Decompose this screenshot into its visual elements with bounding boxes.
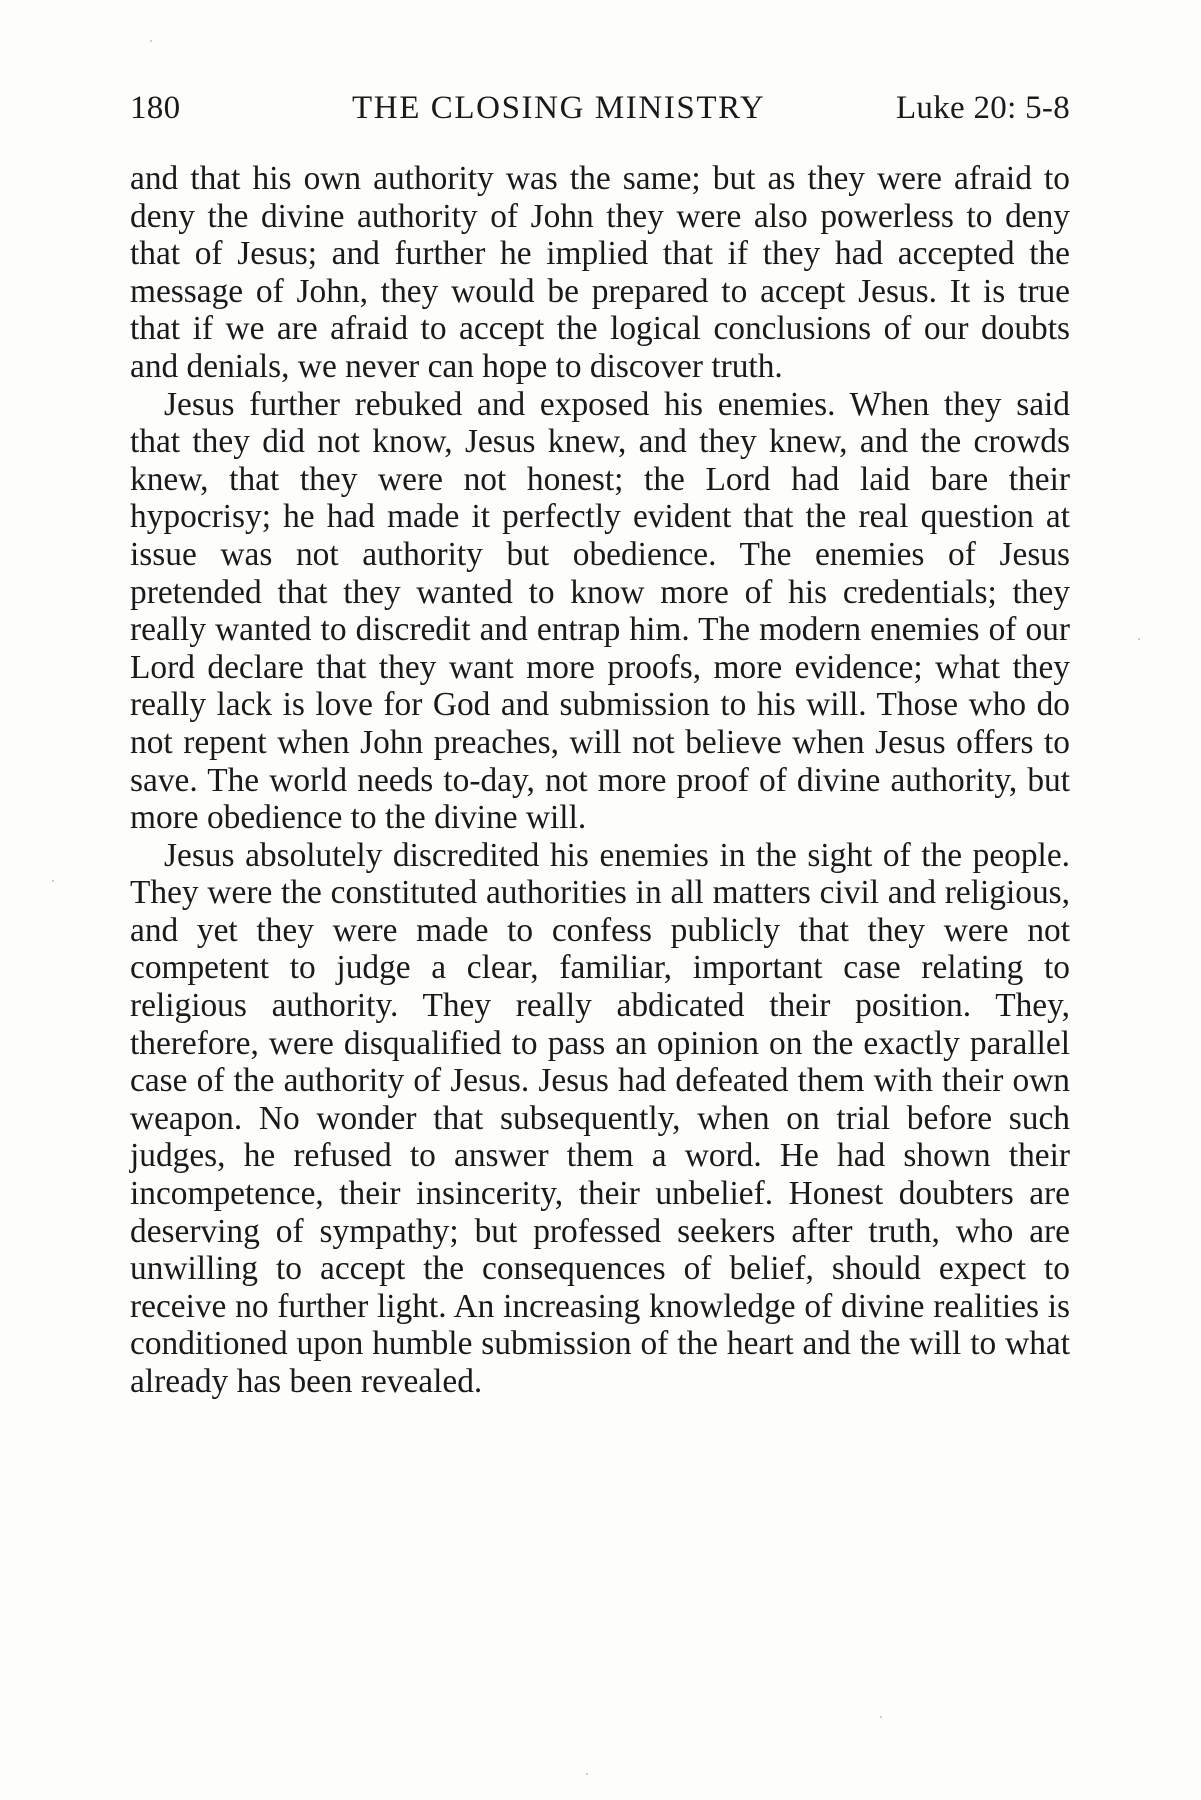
paragraph-1: and that his own authority was the same; but as they were afraid to deny the divine authority of John they were also powerless to deny that of Jesus; and further he implied that if they had accepted the message of John, they would be prepared to accept Jesus. It is true that if we are afraid to accept the logical conclusions of our doubts and denials, we never can hope to discover truth. (130, 160, 1070, 385)
paper-speck (586, 1773, 588, 1775)
paper-speck (150, 40, 152, 42)
paragraph-3: Jesus absolutely discredited his enemies in the sight of the people. They were the constituted authorities in all matters civil and religious, and yet they were made to confess publicly that they were not competent to judge a clear, familiar, important case relating to religious authority. They really abdicated their position. They, therefore, were disqualified to pass an opinion on the exactly parallel case of the authority of Jesus. Jesus had defeated them with their own weapon. No wonder that subsequently, when on trial before such judges, he refused to answer them a word. He had shown their incompetence, their insincerity, their unbelief. Honest doubters are deserving of sympathy; but professed seekers after truth, who are unwilling to accept the consequences of belief, should expect to receive no further light. An increasing knowledge of divine realities is conditioned upon humble submission of the heart and the will to what already has been revealed. (130, 836, 1070, 1400)
running-title: THE CLOSING MINISTRY (352, 90, 766, 126)
paragraph-2: Jesus further rebuked and exposed his enemies. When they said that they did not know, Jesus knew, and they knew, and the crowds knew, that they were not honest; the Lord had laid bare their hypocrisy; he had made it perfectly evident that the real question at issue was not authority but obedience. The enemies of Jesus pretended that they wanted to know more of his credentials; they really wanted to discredit and entrap him. The modern enemies of our Lord declare that they want more proofs, more evidence; what they really lack is love for God and submission to his will. Those who do not repent when John preaches, will not believe when Jesus offers to save. The world needs to-day, not more proof of divine authority, but more obedience to the divine will. (130, 385, 1070, 837)
page-number: 180 (130, 90, 181, 126)
scripture-reference: Luke 20: 5-8 (895, 90, 1070, 126)
paper-speck (1138, 638, 1140, 640)
body-text (130, 160, 1070, 1401)
paper-speck (880, 1716, 882, 1718)
running-header (130, 88, 1070, 128)
paper-speck (52, 880, 54, 882)
